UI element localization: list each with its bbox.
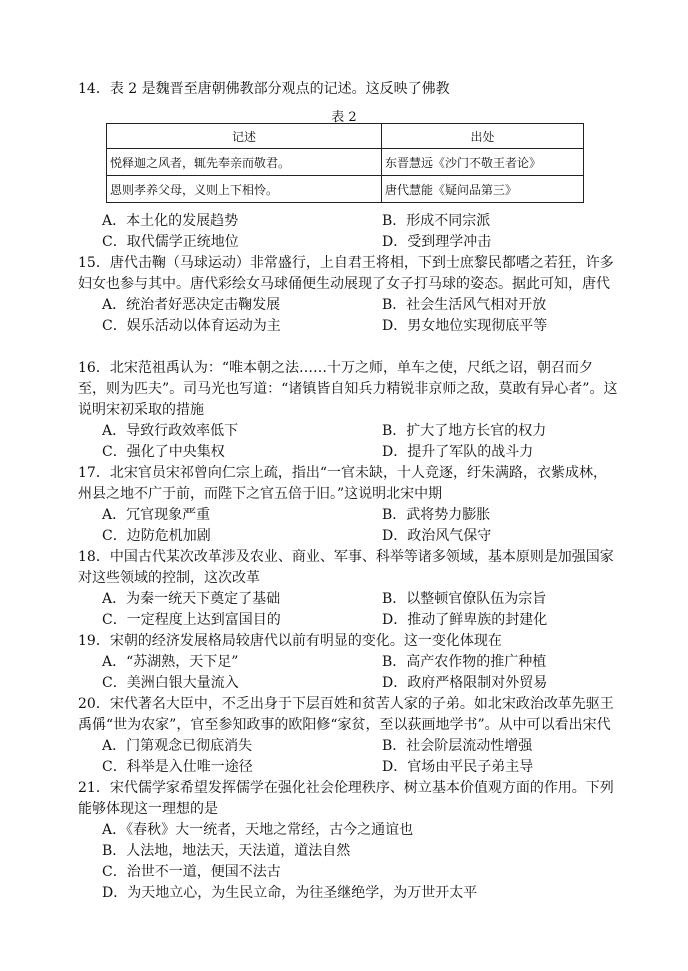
question-stem: 18．中国古代某次改革涉及农业、商业、军事、科举等诸多领域，基本原则是加强国家对这些领域的控制，这次改革: [78, 549, 614, 586]
option-c[interactable]: C．边防危机加剧: [102, 528, 211, 544]
option-d[interactable]: D．官场由平民子弟主导: [382, 759, 534, 775]
option-c[interactable]: C．强化了中央集权: [102, 444, 225, 460]
question-stem: 15．唐代击鞠（马球运动）非常盛行，上自君王将相，下到士庶黎民都嗜之若狂，许多妇女也参与其中。唐代彩绘女马球俑便生动展现了女子打马球的姿态。据此可知，唐代: [78, 255, 614, 292]
option-b[interactable]: B．形成不同宗派: [382, 213, 491, 229]
table-cell: 东晋慧远《沙门不敬王者论》: [382, 149, 584, 176]
table-header: 记述: [107, 124, 382, 149]
option-d[interactable]: D．提升了军队的战斗力: [382, 444, 534, 460]
option-b[interactable]: B．社会生活风气相对开放: [382, 297, 547, 313]
option-b[interactable]: B．人法地，地法天，天法道，道法自然: [102, 843, 351, 859]
table-cell: 恩则孝养父母，义则上下相怜。: [107, 176, 382, 203]
option-a[interactable]: A．为秦一统天下奠定了基础: [102, 591, 281, 607]
question-stem: 21．宋代儒学家希望发挥儒学在强化社会伦理秩序、树立基本价值观方面的作用。下列能够体现这一理想的是: [78, 780, 614, 817]
option-a[interactable]: A．门第观念已彻底消失: [102, 738, 253, 754]
option-c[interactable]: C．一定程度上达到富国目的: [102, 612, 281, 628]
option-d[interactable]: D．受到理学冲击: [382, 234, 492, 250]
source-table: [106, 123, 584, 203]
question-15: [78, 253, 618, 337]
question-17: [78, 463, 618, 547]
question-21: [78, 778, 618, 904]
table-cell: 悦释迦之风者，辄先奉亲而敬君。: [107, 149, 382, 176]
option-d[interactable]: D．推动了鲜卑族的封建化: [382, 612, 548, 628]
option-d[interactable]: D．为天地立心，为生民立命，为往圣继绝学，为万世开太平: [102, 885, 478, 901]
question-stem: 16．北宋范祖禹认为：“唯本朝之法……十万之师，单车之使，尺纸之诏，朝召而夕至，则为匹夫”。司马光也写道：“诸镇皆自知兵力精锐非京师之敌，莫敢有异心者”。这说明宋初采取的措施: [78, 360, 618, 418]
question-stem: 19．宋朝的经济发展格局较唐代以前有明显的变化。这一变化体现在: [78, 633, 502, 649]
option-d[interactable]: D．男女地位实现彻底平等: [382, 318, 548, 334]
option-b[interactable]: B．高产农作物的推广种植: [382, 654, 547, 670]
question-14-options: [78, 211, 618, 253]
option-d[interactable]: D．政府严格限制对外贸易: [382, 675, 548, 691]
question-stem: 20．宋代著名大臣中，不乏出身于下层百姓和贫苦人家的子弟。如北宋政治改革先驱王禹偁“世为农家”，官至参知政事的欧阳修“家贫，至以荻画地学书”。从中可以看出宋代: [78, 696, 614, 733]
option-b[interactable]: B．以整顿官僚队伍为宗旨: [382, 591, 547, 607]
option-b[interactable]: B．社会阶层流动性增强: [382, 738, 533, 754]
question-stem: 17．北宋官员宋祁曾向仁宗上疏，指出“一官未缺，十人竞逐，纡朱满路，衣紫成林，州县之地不广于前，而陛下之官五倍于旧。”这说明北宋中期: [78, 465, 607, 502]
question-18: [78, 547, 618, 631]
option-b[interactable]: B．武将势力膨胀: [382, 507, 491, 523]
question-14: [78, 79, 618, 100]
table-header: 出处: [382, 124, 584, 149]
option-b[interactable]: B．扩大了地方长官的权力: [382, 423, 547, 439]
option-c[interactable]: C．娱乐活动以体育运动为主: [102, 318, 281, 334]
option-a[interactable]: A．“苏湖熟，天下足”: [102, 654, 239, 670]
option-a[interactable]: A．《春秋》大一统者，天地之常经，古今之通谊也: [102, 822, 414, 838]
option-c[interactable]: C．治世不一道，便国不法古: [102, 864, 281, 880]
table-row: [107, 149, 584, 176]
question-19: [78, 631, 618, 694]
option-c[interactable]: C．取代儒学正统地位: [102, 234, 239, 250]
question-20: [78, 694, 618, 778]
option-c[interactable]: C．科举是入仕唯一途径: [102, 759, 253, 775]
question-stem: 14．表 2 是魏晋至唐朝佛教部分观点的记述。这反映了佛教: [78, 81, 450, 97]
table-caption: 表 2: [331, 110, 357, 125]
option-a[interactable]: A．导致行政效率低下: [102, 423, 239, 439]
option-c[interactable]: C．美洲白银大量流入: [102, 675, 239, 691]
option-d[interactable]: D．政治风气保守: [382, 528, 492, 544]
table-cell: 唐代慧能《疑问品第三》: [382, 176, 584, 203]
table-row: [107, 176, 584, 203]
question-16: [78, 358, 618, 463]
option-a[interactable]: A．统治者好恶决定击鞠发展: [102, 297, 281, 313]
option-a[interactable]: A．冗官现象严重: [102, 507, 211, 523]
option-a[interactable]: A．本土化的发展趋势: [102, 213, 239, 229]
table-header-row: [107, 124, 584, 149]
